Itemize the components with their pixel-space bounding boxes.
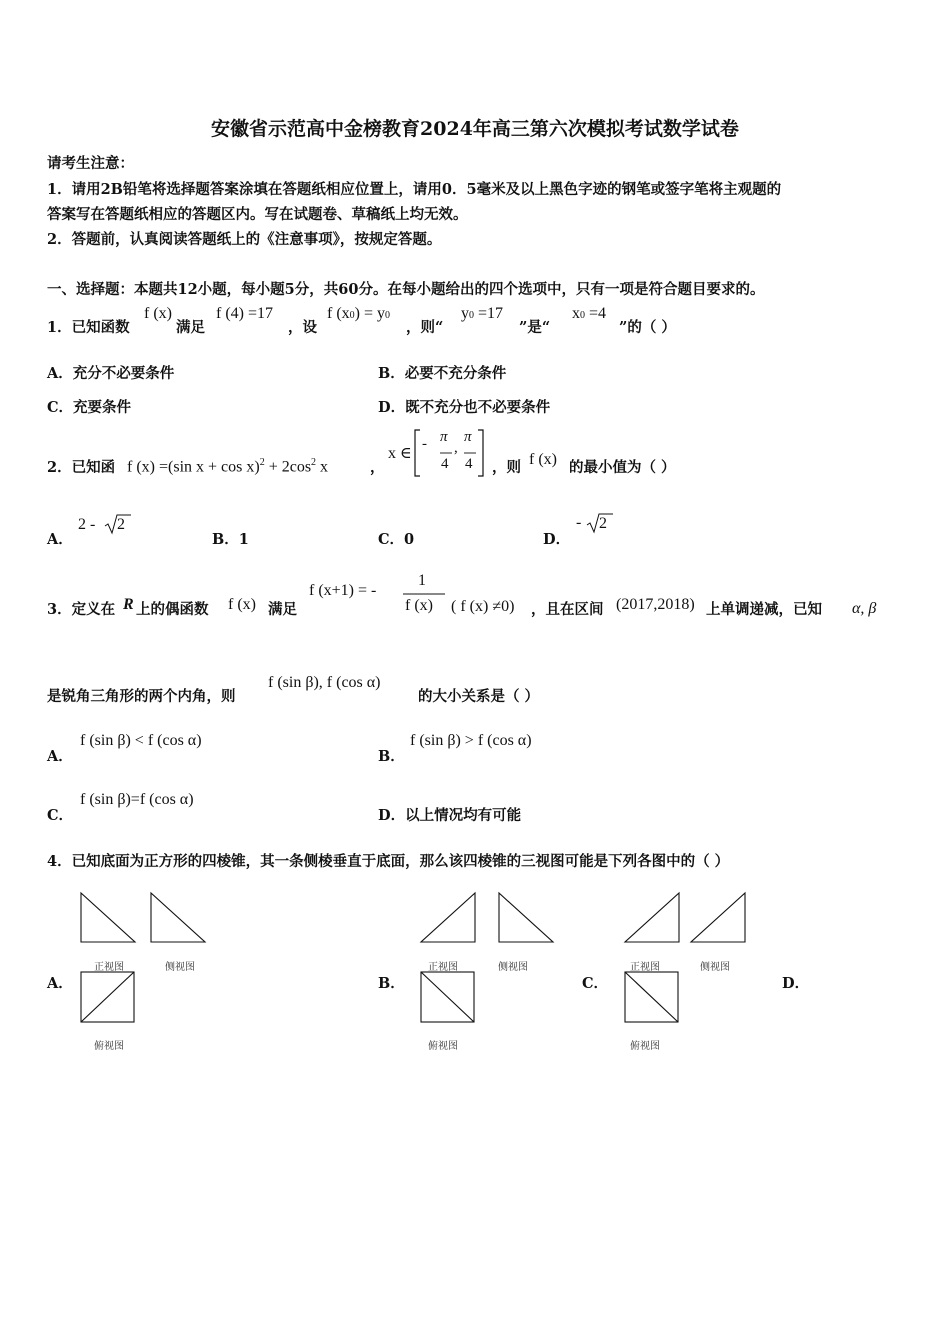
q4-b-side-view	[499, 893, 553, 942]
q1-option-c[interactable]: C．充要条件	[47, 399, 132, 416]
q2-pi: π	[464, 429, 472, 445]
q3-option-b-label: B．	[378, 748, 405, 765]
q2-sep: ,	[454, 440, 458, 456]
notice-line-3: 2．答题前，认真阅读答题纸上的《注意事项》，按规定答题。	[47, 231, 442, 248]
q4-a-top-caption: 俯视图	[94, 1041, 124, 1052]
q3-fx: f (x)	[228, 596, 256, 613]
q4-option-c-label: C．	[582, 975, 609, 992]
q3-option-d[interactable]: D．以上情况均有可能	[378, 807, 522, 824]
notice-heading: 请考生注意：	[47, 155, 134, 172]
q3-stem-part: 的大小关系是（ ）	[418, 688, 540, 705]
q3-option-b-value: f (sin β) > f (cos α)	[410, 732, 532, 749]
q3-stem-part: ，且在区间	[531, 601, 604, 618]
q2-option-d-label: D．	[543, 531, 571, 548]
q4-c-side-view	[691, 893, 745, 942]
q4-c-front-view	[625, 893, 679, 942]
q2-option-d-radicand: 2	[599, 515, 607, 532]
q2-function: f (x) =(sin $x + \cos x)^2 + 2\cos^2$ x	[127, 457, 329, 476]
q3-interval: (2017,2018)	[616, 596, 695, 613]
q2-four: 4	[465, 456, 473, 472]
q4-c-side-caption: 侧视图	[700, 962, 730, 973]
q3-condition: ( f (x) ≠0)	[451, 598, 515, 615]
q3-numerator: 1	[418, 572, 426, 589]
q2-pi: π	[440, 429, 448, 445]
q1-option-d[interactable]: D．既不充分也不必要条件	[378, 399, 551, 416]
q4-c-top-caption: 俯视图	[630, 1041, 660, 1052]
q3-stem-part: 上单调递减，已知	[706, 601, 822, 618]
q4-c-front-caption: 正视图	[630, 962, 660, 973]
q3-option-a-label: A．	[47, 748, 73, 765]
q4-stem: 4．已知底面为正方形的四棱锥，其一条侧棱垂直于底面，那么该四棱锥的三视图可能是下列各图中的（ ）	[47, 853, 730, 870]
q2-option-a-label: A．	[47, 531, 73, 548]
q4-b-front-view	[421, 893, 475, 942]
q3-R: R	[123, 596, 134, 613]
q1-stem-part: 1．已知函数	[47, 319, 130, 336]
q4-option-d[interactable]: D．	[782, 975, 810, 992]
q4-a-front-caption: 正视图	[94, 962, 124, 973]
q2-option-c[interactable]: C．0	[378, 531, 415, 548]
q1-stem-part: ，则“	[406, 319, 444, 336]
q1-stem-part: 满足	[176, 319, 205, 336]
notice-line-1: 1．请用2B铅笔将选择题答案涂填在答题纸相应位置上，请用0．5毫米及以上黑色字迹的钢笔或签字笔将主观题的	[47, 181, 782, 198]
q4-a-side-caption: 侧视图	[165, 962, 195, 973]
q3-stem-line-2: 是锐角三角形的两个内角，则	[47, 688, 236, 705]
q4-b-side-caption: 侧视图	[498, 962, 528, 973]
q4-a-side-view	[151, 893, 205, 942]
q4-b-front-caption: 正视图	[428, 962, 458, 973]
q2-option-a-radicand: 2	[117, 516, 125, 533]
q1-fx0: f (x0) = y0	[327, 305, 391, 322]
q1-option-a[interactable]: A．充分不必要条件	[47, 365, 175, 382]
q1-stem-part: ”的（ ）	[619, 319, 676, 336]
q4-option-a-label: A．	[47, 975, 73, 992]
q1-f4: f (4) =17	[216, 305, 274, 322]
q1-fx: f (x)	[144, 305, 172, 322]
q2-stem-part: 2．已知函	[47, 459, 116, 476]
q2-minus: -	[422, 436, 427, 452]
q4-a-front-view	[81, 893, 135, 942]
q3-option-c-label: C．	[47, 807, 74, 824]
q2-comma: ，	[370, 459, 385, 476]
q4-b-top-caption: 俯视图	[428, 1041, 458, 1052]
page-title: 安徽省示范高中金榜教育2024年高三第六次模拟考试数学试卷	[211, 118, 739, 140]
q1-y0: y0 =17	[461, 305, 504, 322]
q3-lhs: f (x+1) = -	[309, 582, 377, 599]
q1-stem-part: ”是“	[519, 319, 551, 336]
q3-stem-part: 上的偶函数	[136, 601, 209, 618]
section-heading: 一、选择题：本题共12小题，每小题5分，共60分。在每小题给出的四个选项中，只有一项是符合题目要求的。	[47, 281, 765, 298]
q3-option-c-value: f (sin β)=f (cos α)	[80, 791, 194, 808]
q3-alpha-beta: α, β	[852, 600, 877, 617]
q1-stem-part: ，设	[288, 319, 317, 336]
q1-x0: x0 =4	[572, 305, 607, 322]
q3-stem-part: 3．定义在	[47, 601, 116, 618]
notice-line-2: 答案写在答题纸相应的答题区内。写在试题卷、草稿纸上均无效。	[47, 206, 468, 223]
q2-stem-part: 的最小值为（ ）	[569, 459, 676, 476]
q3-denominator: f (x)	[405, 597, 433, 614]
q3-stem-part: 满足	[268, 601, 297, 618]
q4-option-b-label: B．	[378, 975, 405, 992]
q2-four: 4	[441, 456, 449, 472]
q2-stem-part: ，则	[492, 459, 521, 476]
q2-fx: f (x)	[529, 451, 557, 468]
q1-option-b[interactable]: B．必要不充分条件	[378, 365, 507, 382]
q2-option-d-value: -	[576, 514, 582, 531]
q2-option-a-value: 2 -	[78, 516, 96, 533]
q3-option-a-value: f (sin β) < f (cos α)	[80, 732, 202, 749]
q2-option-b[interactable]: B．1	[212, 531, 249, 548]
q2-domain-lead: x ∈	[388, 445, 412, 462]
q3-expression: f (sin β), f (cos α)	[268, 674, 381, 691]
